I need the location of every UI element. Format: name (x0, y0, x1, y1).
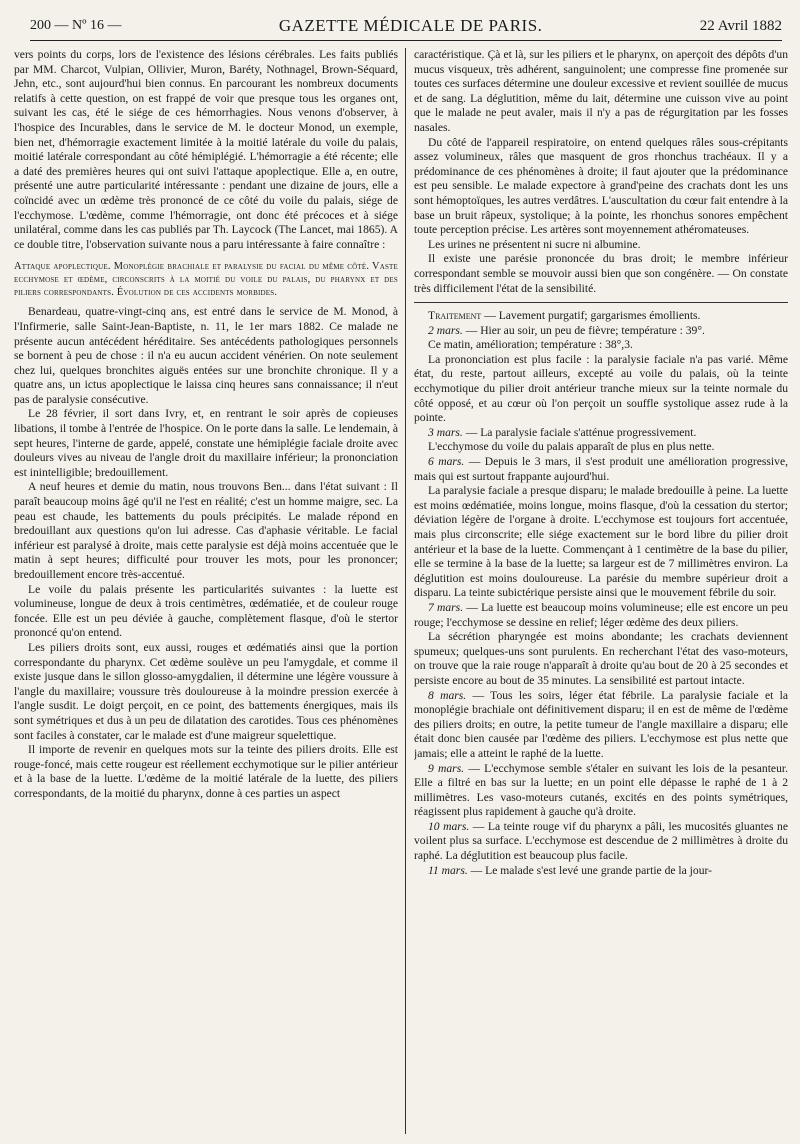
date-label: 11 mars. (428, 863, 468, 877)
column-divider (405, 48, 406, 1134)
paragraph (414, 762, 788, 820)
paragraph: Benardeau, quatre-vingt-cinq ans, est entré dans le service de M. Monod, à l'Infirmerie, salle Saint-Jean-Baptiste, n. 11, le 1er mars 1882. Ce malade ne présente aucun antécédent héréditaire. Ses antécédents pathologiques personnels se bornent à peu de chose : il n'a eu aucun accident vénérien. On note seulement chez lui, quelques bronchites aiguës entées sur une bronchite chronique. Il y a quatre ans, un ictus apoplectique le laissa cinq heures sans connaissance; il n'eut pas de paralysie consécutive. (14, 305, 398, 406)
paragraph: caractéristique. Çà et là, sur les piliers et le pharynx, on aperçoit des dépôts d'un mucus visqueux, très adhérent, sanguinolent; une compresse fine promenée sur toutes ces surfaces détermine une douleur excessive et revient souillée de mucus et de sang. La déglutition, même du lait, détermine une cuisson vive au point que le malade ne peut avaler, mais il n'y a pas de régurgitation par les fosses nasales. (414, 48, 788, 134)
paragraph (414, 309, 788, 324)
treatment-label: Traitement (428, 309, 482, 323)
page-header (30, 12, 782, 41)
date-label: 2 mars. (428, 323, 463, 337)
paragraph: Les piliers droits sont, eux aussi, rouges et œdématiés ainsi que la portion correspondante du pharynx. Cet œdème soulève un peu l'amygdale, et comme il existe jusque dans le sillon glosso-amygdalien, il détermine une légère voussure à l'angle du maxillaire; voussure très douloureuse à la moindre pression exercée à l'angle susdit. Le doigt perçoit, en ce point, des battements énergiques, mais ils sont symétriques et dus à un peu de dilatation des carotides. Tous ces phénomènes sont faciles à constater, car le malade est d'une maigreur squelettique. (14, 640, 398, 742)
paragraph (414, 426, 788, 441)
case-heading: Attaque apoplectique. Monoplégie brachiale et paralysie du facial du même côté. Vaste ecchymose et œdème, circonscrits à la moitié du voile du palais, du pharynx et des piliers correspondants. Évolution de ces accidents morbides. (14, 261, 398, 299)
date-label: 3 mars. (428, 425, 463, 439)
paragraph-text: — Depuis le 3 mars, il s'est produit une amélioration progressive, mais qui est surtout frappante aujourd'hui. (414, 455, 788, 483)
paragraph (414, 864, 788, 879)
issue-date: 22 Avril 1882 (699, 17, 782, 34)
paragraph-text: — Hier au soir, un peu de fièvre; température : 39°. (462, 323, 705, 337)
paragraph: Ce matin, amélioration; température : 38°,3. (428, 338, 633, 352)
paragraph: La paralysie faciale a presque disparu; le malade bredouille à peine. La luette est moins œdématiée, moins longue, moins flasque, d'où la cessation du stertor; déviation légère de l'organe à droite. L'ecchymose est toujours fort accentuée, mais plus circonscrite; elle siége exactement sur le bord libre du pilier droit antérieur et la base de la luette. Commençant à 1 centimètre de la base du pilier, elle se termine à la base de la luette; sa largeur est de 7 millimètres environ. La déglutition est moins douloureuse. La parésie du membre supérieur droit a disparu. La teinte subictérique persiste ainsi que le mouvement fébrile du soir. (414, 484, 788, 600)
left-column (14, 48, 398, 1138)
paragraph-text: — L'ecchymose semble s'étaler en suivant les lois de la pesanteur. Elle a filtré en bas sur la luette; en un point elle dépasse le raphé de 1 à 2 millimètres. Les vaso-moteurs cutanés, excités en des points symétriques, réagissent plus rapidement à gauche qu'à droite. (414, 761, 788, 819)
paragraph-text: — La teinte rouge vif du pharynx a pâli, les mucosités gluantes ne voilent plus sa surface. L'ecchymose est descendue de 2 millimètres à droite du raphé. La déglutition est beaucoup plus facile. (414, 819, 788, 863)
page-number: 200 — Nº 16 — (30, 18, 122, 33)
paragraph (414, 455, 788, 484)
date-label: 7 mars. (428, 600, 464, 614)
paragraph-text: — La paralysie faciale s'atténue progressivement. (462, 425, 697, 439)
paragraph (414, 820, 788, 864)
paragraph-text: — Lavement purgatif; gargarismes émollients. (481, 309, 701, 323)
right-column (414, 48, 788, 1138)
paragraph (414, 689, 788, 762)
date-label: 10 mars. (428, 819, 470, 833)
paragraph: Il importe de revenir en quelques mots sur la teinte des piliers droits. Elle est rouge-foncé, mais cette rougeur est réellement ecchymotique sur le pilier antérieur et à la base de la luette. L'œdème de la moitié latérale de la luette, des piliers correspondants, de la moitié du pharynx, donne à ces parties un aspect (14, 743, 398, 800)
paragraph (414, 324, 788, 339)
paragraph (414, 601, 788, 630)
paragraph: vers points du corps, lors de l'existence des lésions cérébrales. Les faits publiés par MM. Charcot, Vulpian, Ollivier, Muron, Baréty, Nothnagel, Brown-Séquard, Jehn, etc., sont aujourd'hui bien connus. En parcourant les nombreux documents relatifs à cette question, on est frappé de voir que presque tous les organes ont, suivant les cas, été le siége de ces hémorrhagies. Nous venons d'observer, à l'hospice des Incurables, dans le service de M. le docteur Monod, un exemple, bien net, d'hémorragie exactement limitée à la moitié latérale du voile du palais, moitié latérale correspondant au côté hémiplégié. L'hémorragie a été récente; elle a daté des premières heures qui ont suivi l'attaque apoplectique. Elle a, en outre, présenté une autre particularité intéressante : pendant une dizaine de jours, elle a coïncidé avec un œdème très prononcé de ce côté du voile du palais, siége de l'ecchymose. L'œdème, comme l'hémorragie, ont donc été précoces et à siége unilatéral, comme dans les cas publiés par Th. Laycock (The Lancet, mai 1865). A ce double titre, l'observation suivante nous a paru intéressante à faire connaître : (14, 48, 398, 251)
paragraph: L'ecchymose du voile du palais apparaît de plus en plus nette. (428, 440, 715, 454)
paragraph-text: — Le malade s'est levé une grande partie de la jour- (467, 863, 712, 877)
date-label: 9 mars. (428, 761, 465, 775)
section-separator (414, 302, 788, 303)
paragraph-text: — Tous les soirs, léger état fébrile. La paralysie faciale et la monoplégie brachiale ont définitivement disparu; il en est de même de l'œdème des piliers droits; en outre, la petite tumeur de l'angle maxillaire a disparu; elle était donc bien causée par l'œdème des piliers. L'ecchymose est plus nette que jamais; elle a atteint le raphé de la luette. (414, 688, 788, 760)
paragraph: Il existe une parésie prononcée du bras droit; le membre inférieur correspondant semble se mouvoir aussi bien que son congénère. — On constate très difficilement l'état de la sensibilité. (414, 252, 788, 295)
paragraph: Le voile du palais présente les particularités suivantes : la luette est volumineuse, longue de deux à trois centimètres, œdématiée, et de couleur rouge foncée. Elle est un peu déviée à gauche, complètement flasque, d'où le stertor prononcé qu'on entend. (14, 582, 398, 640)
date-label: 6 mars. (428, 455, 465, 469)
paragraph: Du côté de l'appareil respiratoire, on entend quelques râles sous-crépitants assez volumineux, râles que masquent de gros rhonchus trachéaux. Il y a prédominance de ces phénomènes à droite; il faut ajouter que la prédominance est peu sensible. Le malade expectore à grand'peine des crachats dont les uns sont hémoptoïques, les autres verdâtres. L'auscultation du cœur fait entendre à la base un bruit râpeux, systolique; à la pointe, les rhonchus sonores empêchent toute perception précise. Les artères sont moyennement athéromateuses. (414, 135, 788, 237)
paragraph-text: — La luette est beaucoup moins volumineuse; elle est encore un peu rouge; l'ecchymose se dessine en relief; léger œdème des deux piliers. (414, 600, 788, 629)
paragraph: La prononciation est plus facile : la paralysie faciale n'a pas varié. Même état, du reste, partout ailleurs, excepté au voile du palais, où la teinte ecchymotique du pilier droit antérieur tranche mieux sur la teinte normale du côté opposé, et au cœur où l'on perçoit un souffle systolique assez rude à la pointe. (414, 352, 788, 425)
paragraph: A neuf heures et demie du matin, nous trouvons Ben... dans l'état suivant : Il paraît beaucoup moins âgé qu'il ne l'est en réalité; c'est un homme maigre, sec. La peau est chaude, les battements du pouls précipités. Le malade répond en bredouillant aux questions qu'on lui adresse. Cas d'aphasie véritable. Le facial inférieur est paralysé à droite, mais cette paralysie est déjà moins accentuée que le matin à sept heures; difficulté pour trouver les mots, pour les prononcer; bredouillement encore très-accentué. (14, 480, 398, 581)
paragraph: La sécrétion pharyngée est moins abondante; les crachats deviennent spumeux; quelques-uns sont purulents. En recherchant l'état des vaso-moteurs, on trouve que la raie rouge n'apparaît à droite qu'au bout de 20 à 25 secondes et persiste encore au bout de 35 minutes. La sensibilité est partout intacte. (414, 630, 788, 687)
date-label: 8 mars. (428, 688, 467, 702)
paragraph: Le 28 février, il sort dans Ivry, et, en rentrant le soir après de copieuses libations, il tombe à l'entrée de l'hospice. On le porte dans la salle. Le lendemain, à sept heures, l'interne de garde, appelé, constate une hémiplégie faciale droite avec douleurs vives au niveau de l'angle droit du maxillaire inférieur; la prononciation est inintelligible; bredouillement. (14, 407, 398, 479)
paragraph: Les urines ne présentent ni sucre ni albumine. (428, 237, 641, 251)
journal-title: GAZETTE MÉDICALE DE PARIS. (278, 16, 543, 35)
